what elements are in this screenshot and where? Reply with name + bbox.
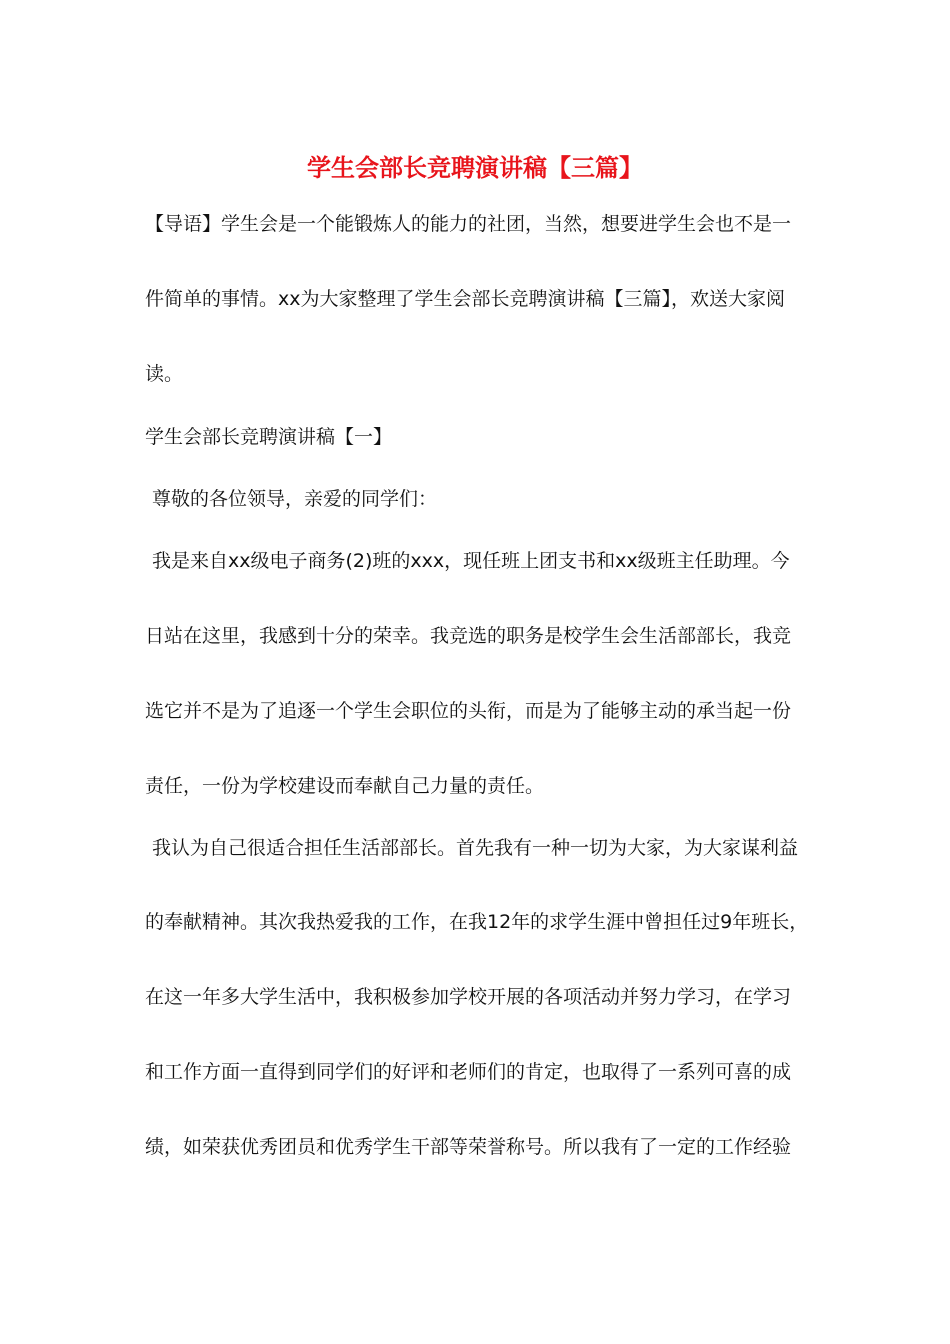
paragraph-2-line-4: 和工作方面一直得到同学们的好评和老师们的肯定，也取得了一系列可喜的成 [145,1061,792,1083]
intro-line-3: 读。 [145,363,184,385]
intro-line-2: 件简单的事情。xx为大家整理了学生会部长竞聘演讲稿【三篇】，欢送大家阅 [145,288,785,310]
paragraph-1-line-2: 日站在这里，我感到十分的荣幸。我竞选的职务是校学生会生活部部长，我竞 [145,625,792,647]
paragraph-2-line-5: 绩，如荣获优秀团员和优秀学生干部等荣誉称号。所以我有了一定的工作经验 [145,1136,792,1158]
paragraph-1-line-3: 选它并不是为了追逐一个学生会职位的头衔，而是为了能够主动的承当起一份 [145,700,792,722]
paragraph-2-line-2: 的奉献精神。其次我热爱我的工作，在我12年的求学生涯中曾担任过9年班长， [145,911,809,933]
paragraph-1-line-1: 我是来自xx级电子商务(2)班的xxx，现任班上团支书和xx级班主任助理。今 [152,550,790,572]
intro-line-1: 【导语】学生会是一个能锻炼人的能力的社团，当然，想要进学生会也不是一 [145,213,792,235]
paragraph-2-line-1: 我认为自己很适合担任生活部部长。首先我有一种一切为大家，为大家谋利益 [152,837,799,859]
document-title: 学生会部长竞聘演讲稿【三篇】 [307,154,643,182]
paragraph-2-line-3: 在这一年多大学生活中，我积极参加学校开展的各项活动并努力学习，在学习 [145,986,792,1008]
salutation: 尊敬的各位领导，亲爱的同学们： [152,488,438,510]
section-heading: 学生会部长竞聘演讲稿【一】 [145,426,393,448]
paragraph-1-line-4: 责任，一份为学校建设而奉献自己力量的责任。 [145,775,545,797]
